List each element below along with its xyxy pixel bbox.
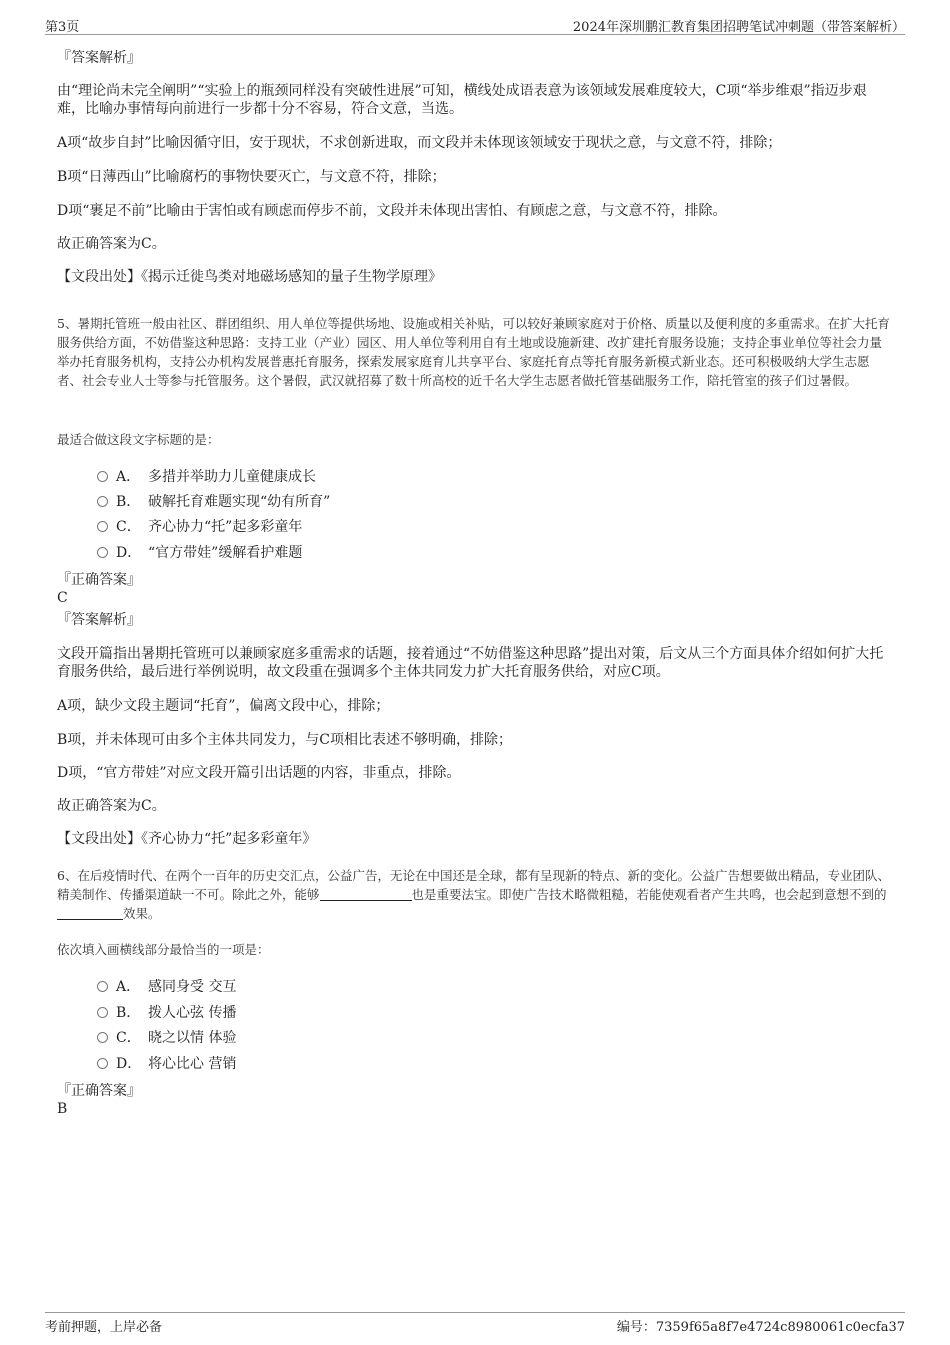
page-footer bbox=[45, 1312, 905, 1337]
q5-stem: 5、暑期托管班一般由社区、群团组织、用人单位等提供场地、设施或相关补贴，可以较好兼顾家庭对于价格、质量以及便利度的多重需求。在扩大托育服务供给方面，不妨借鉴这种思路：支持工业（产业）园区、用人单位等利用自有土地或设施新建、改扩建托育服务设施；支持企事业单位等社会力量举办托育服务机构，支持公办机构发展普惠托育服务，探索发展家庭育儿共享平台、家庭托育点等托育服务新模式新业态。还可积极吸纳大学生志愿者、社会专业人士等参与托管服务。这个暑假，武汉就招募了数十所高校的近千名大学生志愿者做托管基础服务工作，陪托管室的孩子们过暑假。 bbox=[57, 316, 890, 388]
q5-source: 【文段出处】《齐心协力“托”起多彩童年》 bbox=[57, 831, 317, 847]
q5-option-a[interactable]: A． 多措并举助力儿童健康成长 bbox=[97, 466, 316, 486]
q6-option-b[interactable]: B． 拨人心弦 传播 bbox=[97, 1002, 236, 1022]
radio-icon[interactable] bbox=[97, 1007, 108, 1018]
q5-analysis-d: D项，“官方带娃”对应文段开篇引出话题的内容，非重点，排除。 bbox=[57, 765, 461, 781]
q4-source: 【文段出处】《揭示迁徙鸟类对地磁场感知的量子生物学原理》 bbox=[57, 269, 442, 285]
q5-analysis-b: B项，并未体现可由多个主体共同发力，与C项相比表述不够明确，排除； bbox=[57, 732, 512, 748]
q4-analysis-b: B项“日薄西山”比喻腐朽的事物快要灭亡，与文意不符，排除； bbox=[57, 169, 446, 185]
q5-analysis-label: 『答案解析』 bbox=[57, 612, 141, 628]
q4-conclusion: 故正确答案为C。 bbox=[57, 236, 166, 252]
radio-icon[interactable] bbox=[97, 981, 108, 992]
q5-answer-label: 『正确答案』 bbox=[57, 572, 141, 588]
radio-icon[interactable] bbox=[97, 547, 108, 558]
page-number: 第3页 bbox=[45, 20, 80, 35]
q4-analysis-label: 『答案解析』 bbox=[57, 50, 141, 66]
q4-analysis-d: D项“裹足不前”比喻由于害怕或有顾虑而停步不前，文段并未体现出害怕、有顾虑之意，与文意不符，排除。 bbox=[57, 203, 727, 219]
q5-analysis-p1: 文段开篇指出暑期托管班可以兼顾家庭多重需求的话题，接着通过“不妨借鉴这种思路”提出对策，后文从三个方面具体介绍如何扩大托育服务供给，最后进行举例说明，故文段重在强调多个主体共同发力扩大托育服务供给，对应C项。 bbox=[57, 646, 884, 680]
q5-option-d[interactable]: D． “官方带娃”缓解看护难题 bbox=[97, 542, 302, 562]
q5-option-c[interactable]: C． 齐心协力“托”起多彩童年 bbox=[97, 516, 302, 536]
q6-option-c[interactable]: C． 晓之以情 体验 bbox=[97, 1027, 236, 1047]
page-header bbox=[45, 14, 905, 35]
q5-question: 最适合做这段文字标题的是： bbox=[57, 432, 220, 447]
radio-icon[interactable] bbox=[97, 1058, 108, 1069]
q6-stem: 6、在后疫情时代、在两个一百年的历史交汇点，公益广告，无论在中国还是全球，都有呈现新的特点、新的变化。公益广告想要做出精品，专业团队、精美制作、传播渠道缺一不可。除此之外，能够 也是重要法宝。即使广告技术略微粗糙，若能使观看者产生共鸣，也会起到意想不到的效果。 bbox=[57, 868, 890, 921]
radio-icon[interactable] bbox=[97, 471, 108, 482]
q5-answer: C bbox=[57, 590, 68, 606]
document-title: 2024年深圳鹏汇教育集团招聘笔试冲刺题（带答案解析） bbox=[572, 20, 905, 35]
footer-slogan: 考前押题，上岸必备 bbox=[45, 1320, 163, 1335]
q6-question: 依次填入画横线部分最恰当的一项是： bbox=[57, 942, 270, 957]
q5-conclusion: 故正确答案为C。 bbox=[57, 798, 166, 814]
q6-answer: B bbox=[57, 1101, 68, 1117]
radio-icon[interactable] bbox=[97, 521, 108, 532]
blank-2 bbox=[57, 907, 123, 920]
q5-option-b[interactable]: B． 破解托育难题实现“幼有所育” bbox=[97, 491, 330, 511]
q4-analysis-p1: 由“理论尚未完全阐明”“实验上的瓶颈同样没有突破性进展”可知，横线处成语表意为该领域发展难度较大，C项“举步维艰”指迈步艰难，比喻办事情每向前进行一步都十分不容易，符合文意，当选。 bbox=[57, 83, 867, 117]
radio-icon[interactable] bbox=[97, 1032, 108, 1043]
blank-1 bbox=[320, 888, 412, 901]
document-id: 编号：7359f65a8f7e4724c8980061c0ecfa37 bbox=[616, 1320, 905, 1335]
q6-option-d[interactable]: D． 将心比心 营销 bbox=[97, 1053, 236, 1073]
q6-answer-label: 『正确答案』 bbox=[57, 1083, 141, 1099]
q6-option-a[interactable]: A． 感同身受 交互 bbox=[97, 976, 236, 996]
radio-icon[interactable] bbox=[97, 496, 108, 507]
q5-analysis-a: A项，缺少文段主题词“托育”，偏离文段中心，排除； bbox=[57, 698, 390, 714]
q4-analysis-a: A项“故步自封”比喻因循守旧，安于现状，不求创新进取，而文段并未体现该领域安于现状之意，与文意不符，排除； bbox=[57, 135, 782, 151]
